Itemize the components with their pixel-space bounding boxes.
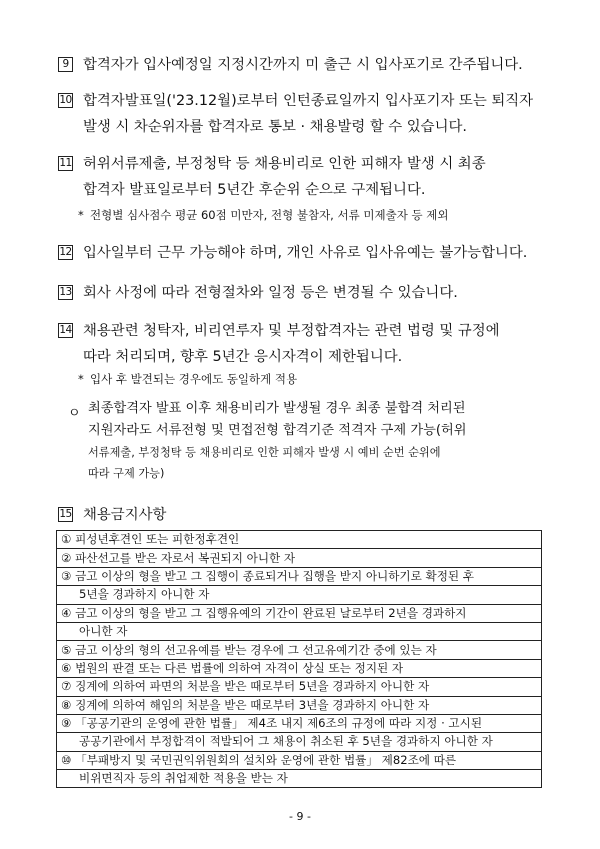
footnote-mark: * [78,372,84,386]
table-row [57,659,542,677]
item-text-line: 회사 사정에 따라 전형절차와 일정 등은 변경될 수 있습니다. [83,285,458,301]
ban-item: ⑤ 금고 이상의 형의 선고유예를 받는 경우에 그 선고유예기간 중에 있는 자 [57,641,542,659]
footnote-text: 전형별 심사점수 평균 60점 미만자, 전형 불참자, 서류 미제출자 등 제외 [90,208,449,222]
table-row [57,678,542,696]
item-text-line: 합격자가 입사예정일 지정시간까지 미 출근 시 입사포기로 간주됩니다. [83,57,523,73]
item-text-line: 합격자발표일('23.12월)로부터 인턴종료일까지 입사포기자 또는 퇴직자 [83,93,534,109]
footnote-11 [78,206,448,224]
item-text-line: 따라 처리되며, 향후 5년간 응시자격이 제한됩니다. [83,349,403,365]
table-row [57,751,542,769]
ban-item: ③ 금고 이상의 형을 받고 그 집행이 종료되거나 집행을 받지 아니하기로 확정된 후 [57,567,542,585]
ban-item: ⑦ 징계에 의하여 파면의 처분을 받은 때로부터 5년을 경과하지 아니한 자 [57,678,542,696]
table-row [57,696,542,714]
item-number-box: 10 [59,94,72,106]
notice-item-9 [58,52,558,78]
ban-item: ① 피성년후견인 또는 피한정후견인 [57,531,542,549]
ban-item: ④ 금고 이상의 형을 받고 그 집행유예의 기간이 완료된 날로부터 2년을 경과하지 [57,604,542,622]
item-number-box: 9 [58,57,73,72]
item-text-line: 입사일부터 근무 가능해야 하며, 개인 사유로 입사유예는 불가능합니다. [83,245,528,261]
ban-item: ② 파산선고를 받은 자로서 복권되지 아니한 자 [57,549,542,567]
ban-item-continuation: 아니한 자 [57,622,542,640]
section-heading: 채용금지사항 [83,507,167,523]
table-row [57,733,542,751]
ban-item-continuation: 5년을 경과하지 아니한 자 [57,586,542,604]
relief-note-line: 최종합격자 발표 이후 채용비리가 발생될 경우 최종 불합격 처리된 [88,401,466,416]
footnote-mark: * [78,208,84,222]
table-row [57,549,542,567]
item-text-line: 채용관련 청탁자, 비리연루자 및 부정합격자는 관련 법령 및 규정에 [83,323,500,339]
relief-note-line: 따라 구제 가능) [88,467,165,480]
ban-item: ⑨ 「공공기관의 운영에 관한 법률」 제4조 내지 제6조의 규정에 따라 지정 · 고시된 [57,714,542,732]
table-row [57,714,542,732]
ban-item: ⑧ 징계에 의하여 해임의 처분을 받은 때로부터 3년을 경과하지 아니한 자 [57,696,542,714]
item-text-line: 합격자 발표일로부터 5년간 후순위 순으로 구제됩니다. [83,182,426,198]
table-row [57,531,542,549]
notice-item-13 [58,280,558,306]
table-row [57,770,542,788]
ban-item-continuation: 비위면직자 등의 취업제한 적용을 받는 자 [57,770,542,788]
item-number-box: 13 [59,286,72,298]
footnote-14 [78,370,297,388]
item-number-box: 12 [59,246,72,258]
ban-item: ⑩ 「부패방지 및 국민권익위원회의 설치와 운영에 관한 법률」 제82조에 따른 [57,751,542,769]
relief-note-line: 지원자라도 서류전형 및 면접전형 합격기준 적격자 구제 가능(허위 [88,423,467,438]
ban-item: ⑥ 법원의 판결 또는 다른 법률에 의하여 자격이 상실 또는 정지된 자 [57,659,542,677]
notice-item-14 [58,318,558,370]
notice-item-15 [58,502,558,528]
bullet-mark: ㅇ [68,406,81,421]
notice-item-11 [58,151,558,203]
item-number-box: 14 [59,324,72,336]
notice-item-10 [58,88,558,140]
table-row [57,604,542,622]
ban-item-continuation: 공공기관에서 부정합격이 적발되어 그 채용이 취소된 후 5년을 경과하지 아니한 자 [57,733,542,751]
relief-note-line: 서류제출, 부정청탁 등 채용비리로 인한 피해자 발생 시 예비 순번 순위에 [88,446,441,459]
table-row [57,641,542,659]
item-text-line: 허위서류제출, 부정청탁 등 채용비리로 인한 피해자 발생 시 최종 [83,156,486,172]
footnote-text: 입사 후 발견되는 경우에도 동일하게 적용 [90,372,298,386]
item-number-box: 11 [59,157,72,169]
employment-ban-table [56,530,542,788]
table-row [57,567,542,585]
item-text-line: 발생 시 차순위자를 합격자로 통보 · 채용발령 할 수 있습니다. [83,119,467,135]
table-row [57,622,542,640]
relief-note [60,398,560,484]
table-row [57,586,542,604]
page-number: - 9 - [289,810,311,823]
item-number-box: 15 [59,508,72,520]
notice-item-12 [58,240,558,266]
